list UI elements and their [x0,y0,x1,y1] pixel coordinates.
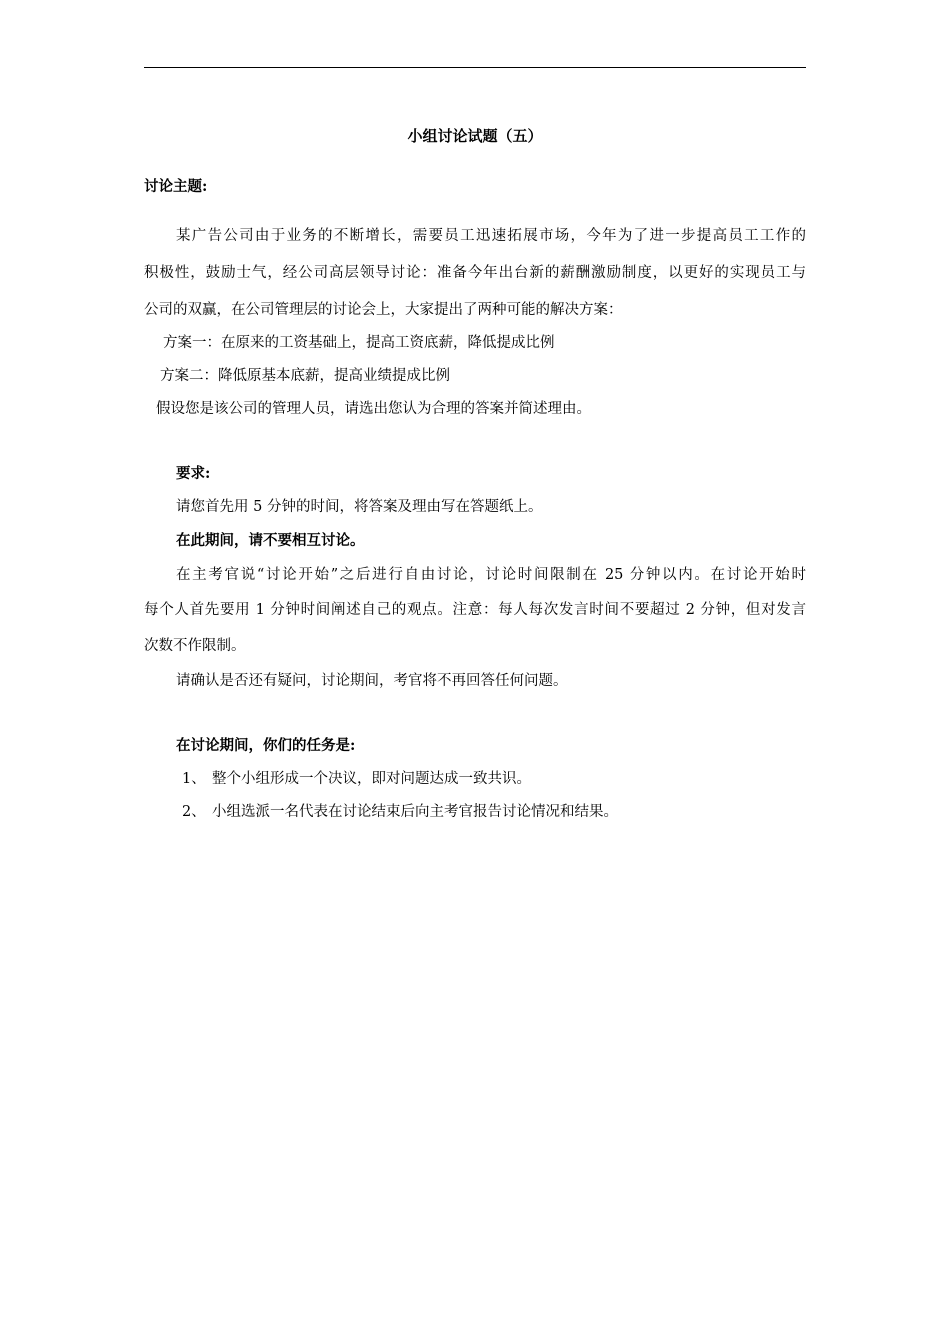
header-rule [144,67,806,68]
option-two: 方案二：降低原基本底薪，提高业绩提成比例 [160,368,450,384]
requirement-confirm-line: 请确认是否还有疑问，讨论期间，考官将不再回答任何问题。 [176,673,568,689]
requirements-heading: 要求: [176,465,211,482]
option-one: 方案一：在原来的工资基础上，提高工资底薪，降低提成比例 [163,335,555,351]
requirement-line-3: 每个人首先要用 1 分钟时间阐述自己的观点。注意：每人每次发言时间不要超过 2 分钟，但对发言 [144,602,806,618]
task-item-number: 1、 [182,771,206,787]
requirement-bold-line: 在此期间，请不要相互讨论。 [176,532,365,549]
intro-line-2: 积极性，鼓励士气，经公司高层领导讨论：准备今年出台新的薪酬激励制度，以更好的实现员工与 [144,265,806,281]
intro-line-3: 公司的双赢，在公司管理层的讨论会上，大家提出了两种可能的解决方案： [144,302,623,318]
task-item-text: 整个小组形成一个决议，即对问题达成一致共识。 [212,771,531,787]
task-item-number: 2、 [182,804,206,820]
requirement-line-2: 在主考官说“讨论开始”之后进行自由讨论，讨论时间限制在 25 分钟以内。在讨论开始时 [176,567,806,583]
requirement-line-1: 请您首先用 5 分钟的时间，将答案及理由写在答题纸上。 [176,499,543,515]
intro-line-1: 某广告公司由于业务的不断增长，需要员工迅速拓展市场，今年为了进一步提高员工工作的 [176,228,806,244]
tasks-heading: 在讨论期间，你们的任务是: [176,737,356,754]
page-title: 小组讨论试题（五） [407,127,543,145]
topic-heading: 讨论主题: [144,178,208,195]
task-item-text: 小组选派一名代表在讨论结束后向主考官报告讨论情况和结果。 [212,804,618,820]
requirement-line-4: 次数不作限制。 [144,638,246,654]
prompt-line: 假设您是该公司的管理人员，请选出您认为合理的答案并简述理由。 [156,401,591,417]
